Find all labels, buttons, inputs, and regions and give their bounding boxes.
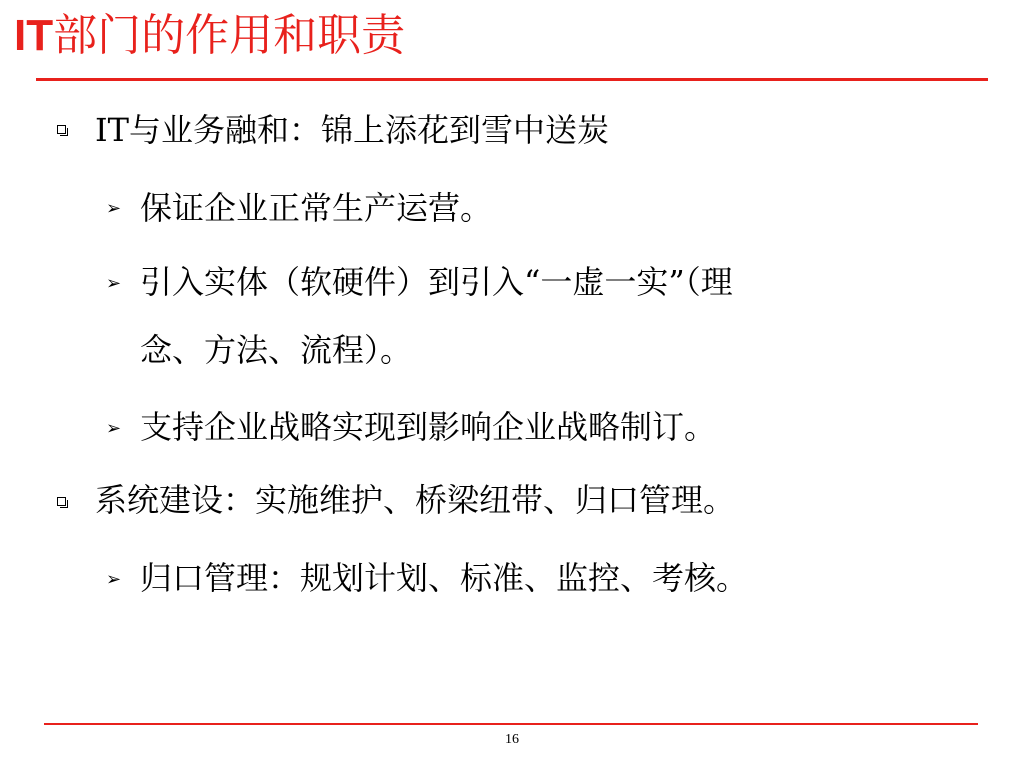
square-bullet-icon xyxy=(57,125,66,134)
title-divider xyxy=(36,78,988,81)
arrow-bullet-icon: ➢ xyxy=(106,569,122,590)
footer-divider xyxy=(44,723,978,725)
page-number: 16 xyxy=(505,732,519,747)
arrow-bullet-icon: ➢ xyxy=(106,418,122,439)
bullet-level2-text: 引入实体（软硬件）到引入“一虚一实”（理 xyxy=(140,263,733,301)
bullet-level1-text: IT与业务融和：锦上添花到雪中送炭 xyxy=(95,111,609,149)
slide-title-text: 部门的作用和职责 xyxy=(53,10,406,61)
bullet-level2-text: 归口管理：规划计划、标准、监控、考核。 xyxy=(140,559,749,597)
bullet-level2-text-continued: 念、方法、流程）。 xyxy=(140,331,413,369)
slide-title xyxy=(14,4,405,68)
bullet-level2-text: 保证企业正常生产运营。 xyxy=(140,189,493,227)
bullet-level1-text: 系统建设：实施维护、桥梁纽带、归口管理。 xyxy=(95,481,736,519)
arrow-bullet-icon: ➢ xyxy=(106,273,122,294)
arrow-bullet-icon: ➢ xyxy=(106,198,122,219)
slide-title-prefix: IT xyxy=(14,11,54,60)
square-bullet-icon xyxy=(57,497,66,506)
bullet-level2-text: 支持企业战略实现到影响企业战略制订。 xyxy=(140,408,717,446)
